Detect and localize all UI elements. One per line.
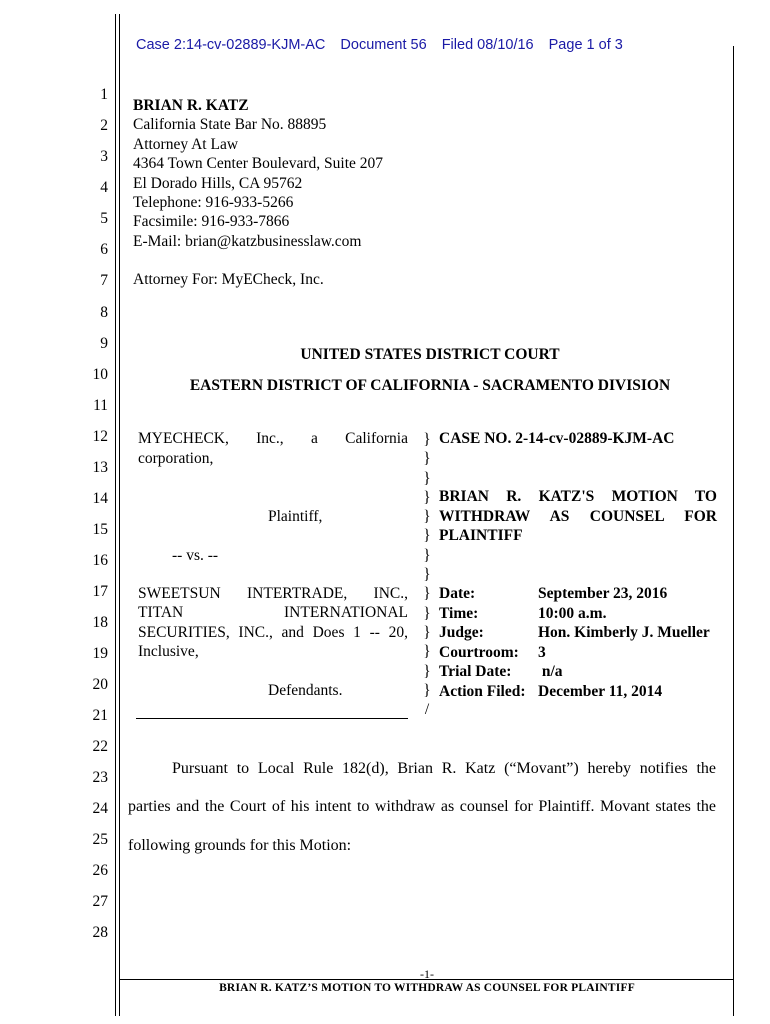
line-number: 17 [92, 583, 108, 600]
attorney-facsimile: Facsimile: 916-933-7866 [133, 213, 290, 231]
line-number: 6 [100, 241, 108, 258]
trial-date-label: Trial Date: [439, 663, 512, 680]
caption-brace: } [423, 488, 431, 506]
line-number: 2 [100, 117, 108, 134]
footer-title: BRIAN R. KATZ’S MOTION TO WITHDRAW AS COUNSEL FOR PLAINTIFF [219, 982, 635, 994]
caption-brace: } [423, 566, 431, 584]
courtroom-label: Courtroom: [439, 643, 519, 661]
caption-brace: } [423, 469, 431, 487]
left-margin-rule-outer [115, 14, 116, 1016]
page-number: -1- [420, 967, 434, 981]
line-number: 3 [100, 148, 108, 165]
case-number-stamp: Case 2:14-cv-02889-KJM-AC [136, 37, 326, 53]
caption-brace: } [423, 604, 431, 622]
caption-brace: } [423, 527, 431, 545]
line-number: 24 [92, 800, 108, 817]
trial-date-row [439, 662, 710, 682]
motion-title-line1: BRIAN R. KATZ'S MOTION TO [439, 488, 717, 505]
versus: -- vs. -- [172, 547, 219, 564]
judge-value: Hon. Kimberly J. Mueller [538, 624, 710, 641]
line-number: 27 [92, 893, 108, 910]
courtroom-row [439, 643, 710, 663]
caption-brace: } [423, 662, 431, 680]
caption-brace: } [423, 681, 431, 699]
hearing-date-label: Date: [439, 585, 476, 602]
motion-title-line3: PLAINTIFF [439, 527, 523, 544]
hearing-time-label: Time: [439, 604, 479, 622]
line-number: 9 [100, 335, 108, 352]
left-margin-rule-inner [119, 14, 120, 1016]
line-number: 15 [92, 521, 108, 538]
defendants-label: Defendants. [268, 682, 343, 699]
court-name: UNITED STATES DISTRICT COURT [300, 346, 560, 363]
right-margin-rule [733, 46, 734, 1016]
caption-brace-column [421, 430, 433, 719]
line-number: 10 [92, 366, 108, 383]
line-number: 20 [92, 676, 108, 693]
action-filed-label: Action Filed: [439, 682, 526, 700]
attorney-block [133, 96, 383, 251]
action-filed-value: December 11, 2014 [538, 682, 663, 700]
line-number: 26 [92, 862, 108, 879]
caption-brace: } [423, 585, 431, 603]
page-count-stamp: Page 1 of 3 [548, 37, 623, 53]
caption-brace: } [423, 546, 431, 564]
line-number: 22 [92, 738, 108, 755]
line-number: 28 [92, 924, 108, 941]
defendant-name-line3: SECURITIES, INC., and Does 1 -- 20, [138, 624, 408, 641]
line-number: 1 [100, 86, 108, 103]
line-number: 16 [92, 552, 108, 569]
case-number: CASE NO. 2-14-cv-02889-KJM-AC [439, 430, 675, 447]
line-number: 4 [100, 179, 108, 196]
line-number: 11 [93, 397, 108, 414]
line-number: 18 [92, 614, 108, 631]
attorney-address-line2: El Dorado Hills, CA 95762 [133, 174, 303, 192]
attorney-email: E-Mail: brian@katzbusinesslaw.com [133, 232, 362, 250]
attorney-for: Attorney For: MyECheck, Inc. [133, 271, 324, 288]
footer-rule [120, 979, 734, 980]
motion-title-line2: WITHDRAW AS COUNSEL FOR [439, 507, 717, 525]
plaintiff-name-line2: corporation, [138, 450, 214, 467]
judge-row [439, 623, 710, 643]
line-number: 5 [100, 210, 108, 227]
attorney-bar-number: California State Bar No. 88895 [133, 116, 327, 134]
attorney-name: BRIAN R. KATZ [133, 97, 249, 114]
judge-label: Judge: [439, 624, 484, 641]
defendant-name-line4: Inclusive, [138, 643, 199, 660]
filed-date-stamp: Filed 08/10/16 [441, 37, 534, 53]
trial-date-value: n/a [538, 663, 563, 680]
caption-brace: } [423, 508, 431, 526]
body-text-line1: Pursuant to Local Rule 182(d), Brian R. Katz (“Movant”) hereby notifies the [172, 760, 716, 777]
line-number: 14 [92, 490, 108, 507]
defendant-name-line1: SWEETSUN INTERTRADE, INC., [138, 585, 408, 602]
hearing-date-row [439, 584, 710, 604]
caption-underline [136, 718, 408, 719]
line-number: 19 [92, 645, 108, 662]
body-text-line3: following grounds for this Motion: [128, 837, 352, 854]
line-number: 21 [92, 707, 108, 724]
caption-brace: } [423, 431, 431, 448]
line-number: 7 [100, 272, 108, 289]
action-filed-row [439, 682, 710, 702]
hearing-details [439, 584, 710, 701]
attorney-title: Attorney At Law [133, 135, 239, 153]
body-text-line2: parties and the Court of his intent to withdraw as counsel for Plaintiff. Movant states the [128, 798, 716, 815]
ecf-header-stamp [136, 37, 634, 53]
motion-title [439, 487, 717, 546]
courtroom-value: 3 [538, 643, 546, 661]
caption-brace: } [423, 643, 431, 661]
attorney-telephone: Telephone: 916-933-5266 [133, 194, 294, 212]
line-number: 25 [92, 831, 108, 848]
hearing-time-row [439, 604, 710, 624]
line-number: 8 [100, 304, 108, 321]
plaintiff-label: Plaintiff, [268, 508, 323, 525]
line-number: 13 [92, 459, 108, 476]
defendant-name-line2: TITAN INTERNATIONAL [138, 604, 408, 621]
caption-slash: / [424, 701, 430, 719]
plaintiff-name-line1: MYECHECK, Inc., a California [138, 430, 408, 447]
hearing-date-value: September 23, 2016 [538, 585, 668, 602]
court-district: EASTERN DISTRICT OF CALIFORNIA - SACRAMENTO DIVISION [189, 377, 671, 394]
caption-brace: } [423, 450, 431, 468]
hearing-time-value: 10:00 a.m. [538, 604, 607, 622]
caption-brace: } [423, 623, 431, 641]
attorney-address-line1: 4364 Town Center Boulevard, Suite 207 [133, 155, 384, 173]
line-number: 12 [92, 428, 108, 445]
line-number: 23 [92, 769, 108, 786]
document-number-stamp: Document 56 [340, 37, 427, 53]
